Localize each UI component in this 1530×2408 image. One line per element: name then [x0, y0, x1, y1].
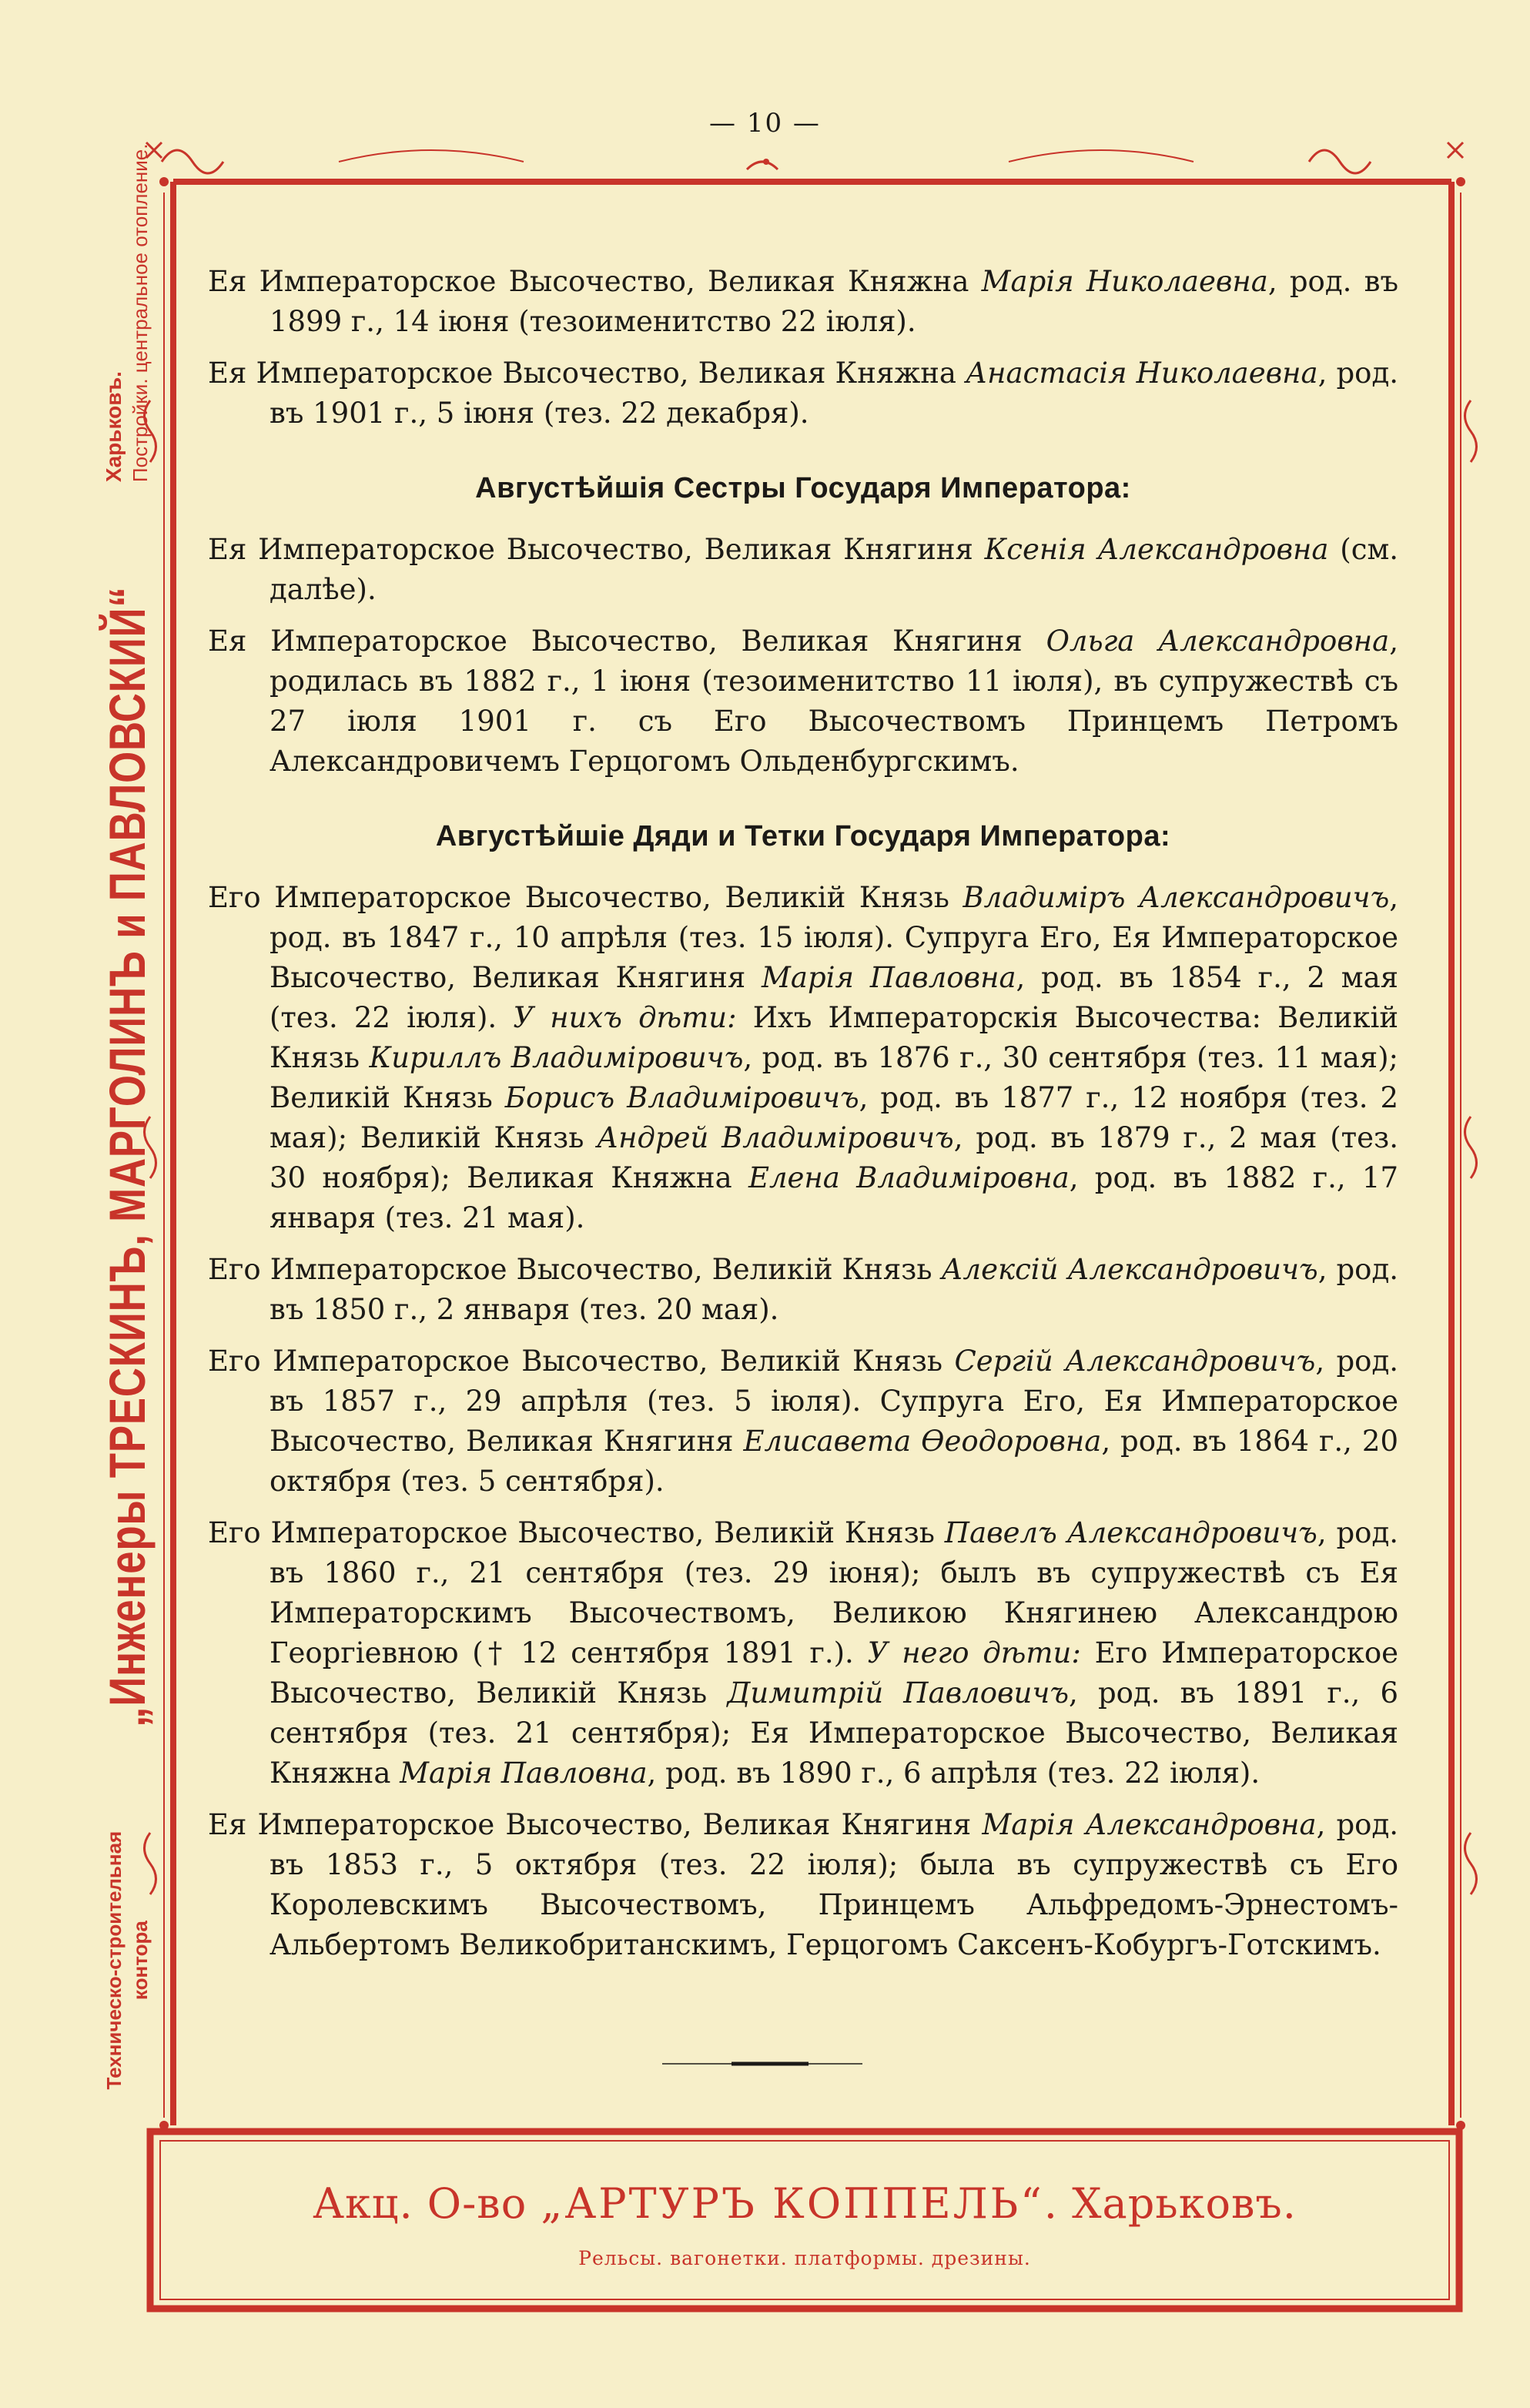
- entry-paragraph: [208, 621, 1398, 782]
- entry-text: , род. въ 1877 г., 12 ноября (тез. 2 мая); Великій Князь: [270, 1081, 1398, 1154]
- entry-paragraph: [208, 530, 1398, 610]
- entry-text: Его Императорское Высочество, Великій Князь: [208, 1253, 942, 1286]
- entry-name-italic: Владиміръ Александровичъ: [963, 881, 1390, 914]
- entry-text: , род. въ 1864 г., 20 октября (тез. 5 сентября).: [270, 1425, 1398, 1498]
- entry-name-italic: Марія Павловна: [400, 1757, 648, 1790]
- bottom-ad-title: [150, 2179, 1459, 2228]
- entry-text: , род. въ 1857 г., 29 апрѣля (тез. 5 іюля). Супруга Его, Ея Императорское Высочество, Великая Княгиня: [270, 1345, 1398, 1458]
- entry-name-italic: Елисавета Ѳеодоровна: [743, 1425, 1102, 1458]
- entry-text: , род. въ 1882 г., 17 января (тез. 21 мая).: [270, 1161, 1399, 1234]
- entry-text: Ея Императорское Высочество, Великая Княгиня: [208, 625, 1046, 658]
- entry-name-italic: У него дѣти:: [867, 1636, 1081, 1670]
- entry-text: Его Императорское Высочество, Великій Князь: [270, 1636, 1398, 1710]
- entry-name-italic: Марія Александровна: [982, 1808, 1317, 1841]
- bottom-ad-suffix: . Харьковъ.: [1043, 2179, 1297, 2228]
- entry-name-italic: Сергій Александровичъ: [954, 1345, 1316, 1378]
- section-separator: [0, 2060, 1530, 2068]
- entry-name-italic: Ольга Александровна: [1046, 625, 1390, 658]
- entry-text: Ея Императорское Высочество, Великая Княгиня: [208, 1808, 983, 1841]
- side-ad-firm-type: [101, 1831, 153, 2090]
- entry-name-italic: Павелъ Александровичъ: [944, 1516, 1317, 1549]
- side-ad-main-title: „Инженеры ТРЕСКИНЪ, МАРГОЛИНЪ и ПАВЛОВСКИЙ“: [99, 586, 156, 1727]
- entry-text: Его Императорское Высочество, Великій Князь: [208, 1345, 955, 1378]
- bottom-ad-prefix: Акц. О-во: [313, 2179, 541, 2228]
- entry-name-italic: Димитрій Павловичъ: [727, 1676, 1070, 1710]
- side-ad-details: [101, 144, 153, 483]
- side-ad-services: Постройки. центральное отопление.: [129, 143, 152, 483]
- entry-name-italic: Елена Владиміровна: [748, 1161, 1070, 1194]
- entry-text: Ея Императорское Высочество, Великая Княгиня: [208, 533, 985, 566]
- entry-paragraph: [208, 1513, 1398, 1793]
- entry-paragraph: [208, 1341, 1398, 1502]
- entry-paragraph: [208, 1250, 1398, 1330]
- side-ad-line2: контора: [129, 1921, 152, 2001]
- entry-paragraph: [208, 1805, 1398, 1965]
- bottom-advertisement: [150, 2132, 1459, 2309]
- entry-text: , род. въ 1853 г., 5 октября (тез. 22 іюля); была въ супружествѣ съ Его Королевскимъ Высочествомъ, Принцемъ Альфредомъ-Эрнестомъ-Альбертомъ Великобританскимъ, Герцогомъ Саксенъ-Кобургъ-Готскимъ.: [270, 1808, 1398, 1961]
- entry-text: Ихъ Императорскія Высочества: Великій Князь: [270, 1001, 1399, 1074]
- entry-paragraph: [208, 262, 1398, 342]
- entry-text: , род. въ 1860 г., 21 сентября (тез. 29 іюня); былъ въ супружествѣ съ Ея Императорскимъ Высочествомъ, Великою Княгинею Александрою Георгіевною († 12 сентября 1891 г.).: [270, 1516, 1398, 1670]
- entry-paragraph: [208, 878, 1398, 1238]
- entry-name-italic: Алексій Александровичъ: [941, 1253, 1318, 1286]
- entry-name-italic: Анастасія Николаевна: [966, 357, 1318, 390]
- entries-uncles-aunts: [208, 878, 1398, 1965]
- entry-text: , родилась въ 1882 г., 1 іюня (тезоименитство 11 іюля), въ супружествѣ съ 27 іюля 1901 г. съ Его Высочествомъ Принцемъ Петромъ Александровичемъ Герцогомъ Ольденбургскимъ.: [270, 625, 1398, 778]
- entry-name-italic: Кириллъ Владиміровичъ: [369, 1041, 744, 1074]
- main-text: [208, 262, 1398, 1977]
- entry-name-italic: Марія Николаевна: [981, 265, 1268, 298]
- entry-name-italic: Андрей Владиміровичъ: [597, 1121, 954, 1154]
- bottom-ad-firm: „АРТУРЪ КОППЕЛЬ“: [541, 2179, 1044, 2228]
- entries-sisters: [208, 530, 1398, 782]
- entry-text: Ея Императорское Высочество, Великая Княжна: [208, 357, 966, 390]
- entry-text: , род. въ 1850 г., 2 января (тез. 20 мая).: [270, 1253, 1398, 1326]
- entry-text: , род. въ 1890 г., 6 апрѣля (тез. 22 іюля).: [647, 1757, 1260, 1790]
- entry-text: Его Императорское Высочество, Великій Князь: [208, 1516, 945, 1549]
- entry-text: Ея Императорское Высочество, Великая Княжна: [208, 265, 982, 298]
- entry-text: (см. далѣе).: [270, 533, 1398, 606]
- entry-text: , род. въ 1854 г., 2 мая (тез. 22 іюля).: [270, 961, 1398, 1034]
- entry-name-italic: Ксенія Александровна: [984, 533, 1329, 566]
- side-ad-city: Харьковъ.: [102, 371, 126, 483]
- entry-text: , род. въ 1847 г., 10 апрѣля (тез. 15 іюля). Супруга Его, Ея Императорское Высочество, Великая Княгиня: [270, 881, 1398, 994]
- entry-text: , род. въ 1876 г., 30 сентября (тез. 11 мая); Великій Князь: [270, 1041, 1399, 1114]
- side-advertisement: [77, 143, 177, 2090]
- entry-paragraph: [208, 353, 1398, 434]
- entry-name-italic: Борисъ Владиміровичъ: [504, 1081, 859, 1114]
- page-number: — 10 —: [709, 108, 821, 139]
- entry-name-italic: Марія Павловна: [762, 961, 1016, 994]
- entry-text: , род. въ 1879 г., 2 мая (тез. 30 ноября); Великая Княжна: [270, 1121, 1398, 1194]
- side-ad-line1: Техническо-строительная: [102, 1830, 126, 2090]
- entries-daughters: [208, 262, 1398, 434]
- entry-text: , род. въ 1901 г., 5 іюня (тез. 22 декабря).: [270, 357, 1398, 430]
- entry-text: , род. въ 1891 г., 6 сентября (тез. 21 сентября); Ея Императорское Высочество, Великая Княжна: [270, 1676, 1398, 1790]
- entry-text: Его Императорское Высочество, Великій Князь: [208, 881, 963, 914]
- heading-sisters: Августѣйшія Сестры Государя Императора:: [475, 472, 1131, 504]
- entry-name-italic: У нихъ дѣти:: [513, 1001, 737, 1034]
- heading-uncles-aunts: Августѣйшіе Дяди и Тетки Государя Императора:: [435, 820, 1171, 852]
- entry-text: , род. въ 1899 г., 14 іюня (тезоименитство 22 іюля).: [270, 265, 1398, 338]
- bottom-ad-subtitle: Рельсы. вагонетки. платформы. дрезины.: [578, 2247, 1031, 2269]
